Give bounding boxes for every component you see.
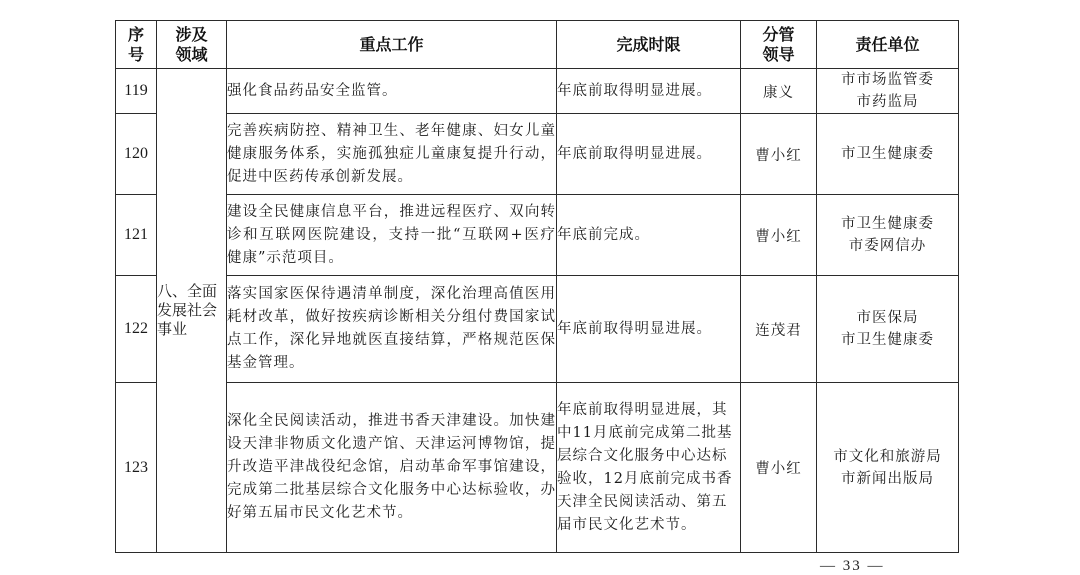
row-number: 122 [116, 276, 157, 383]
deadline-cell: 年底前取得明显进展。 [557, 276, 741, 383]
deadline-cell: 年底前完成。 [557, 195, 741, 276]
leader-cell: 曹小红 [741, 114, 817, 195]
leader-cell: 康义 [741, 69, 817, 114]
header-deadline: 完成时限 [557, 21, 741, 69]
page-number: — 33 — [820, 558, 885, 574]
leader-cell: 曹小红 [741, 383, 817, 553]
task-cell: 建设全民健康信息平台，推进远程医疗、双向转诊和互联网医院建设，支持一批“互联网+医疗健康”示范项目。 [227, 195, 557, 276]
header-key-task: 重点工作 [227, 21, 557, 69]
deadline-cell: 年底前取得明显进展。 [557, 69, 741, 114]
task-cell: 强化食品药品安全监管。 [227, 69, 557, 114]
field-cell: 八、全面发展社会事业 [157, 69, 227, 553]
task-cell: 完善疾病防控、精神卫生、老年健康、妇女儿童健康服务体系，实施孤独症儿童康复提升行动，促进中医药传承创新发展。 [227, 114, 557, 195]
work-plan-table [115, 20, 959, 553]
header-row [116, 21, 959, 69]
unit-cell: 市文化和旅游局 市新闻出版局 [817, 383, 959, 553]
table-row [116, 276, 959, 383]
table-row [116, 383, 959, 553]
unit-cell: 市卫生健康委 [817, 114, 959, 195]
task-cell: 深化全民阅读活动，推进书香天津建设。加快建设天津非物质文化遗产馆、天津运河博物馆，提升改造平津战役纪念馆，启动革命军事馆建设，完成第二批基层综合文化服务中心达标验收，办好第五届市民文化艺术节。 [227, 383, 557, 553]
task-cell: 落实国家医保待遇清单制度，深化治理高值医用耗材改革，做好按疾病诊断相关分组付费国家试点工作，深化异地就医直接结算，严格规范医保基金管理。 [227, 276, 557, 383]
unit-cell: 市卫生健康委 市委网信办 [817, 195, 959, 276]
row-number: 119 [116, 69, 157, 114]
deadline-cell: 年底前取得明显进展，其中11月底前完成第二批基层综合文化服务中心达标验收，12月底前完成书香天津全民阅读活动、第五届市民文化艺术节。 [557, 383, 741, 553]
table-row [116, 114, 959, 195]
header-leader: 分管 领导 [741, 21, 817, 69]
unit-cell: 市医保局 市卫生健康委 [817, 276, 959, 383]
deadline-cell: 年底前取得明显进展。 [557, 114, 741, 195]
table-row [116, 195, 959, 276]
table-row [116, 69, 959, 114]
leader-cell: 曹小红 [741, 195, 817, 276]
header-field: 涉及 领域 [157, 21, 227, 69]
leader-cell: 连茂君 [741, 276, 817, 383]
row-number: 123 [116, 383, 157, 553]
unit-cell: 市市场监管委 市药监局 [817, 69, 959, 114]
header-serial-number: 序 号 [116, 21, 157, 69]
row-number: 120 [116, 114, 157, 195]
row-number: 121 [116, 195, 157, 276]
header-responsible-unit: 责任单位 [817, 21, 959, 69]
